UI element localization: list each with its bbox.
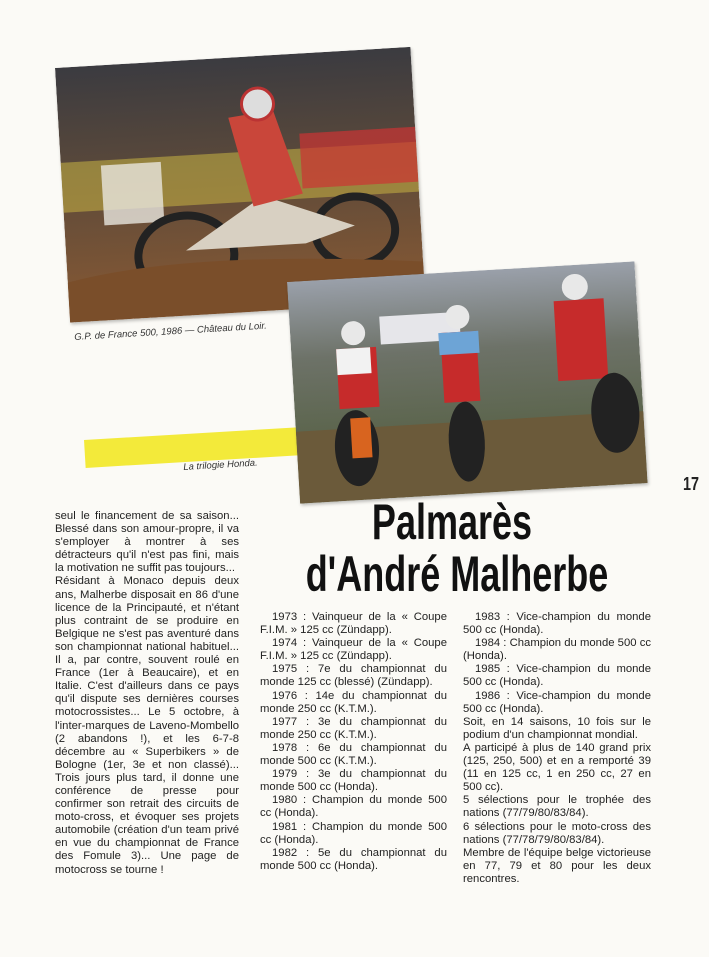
page-number: 17 (683, 474, 700, 494)
summary-line: 6 sélections pour le moto-cross des nations (77/78/79/80/83/84). (463, 820, 651, 846)
palmares-entry: 1975 : 7e du championnat du monde 125 cc (blessé) (Zündapp). (260, 663, 447, 689)
page-title-line2: d'André Malherbe (305, 546, 609, 602)
palmares-entry: 1986 : Vice-champion du monde 500 cc (Honda). (463, 689, 651, 715)
palmares-entry: 1978 : 6e du championnat du monde 500 cc (K.T.M.). (260, 741, 447, 768)
palmares-entry: 1985 : Vice-champion du monde 500 cc (Honda). (463, 663, 651, 689)
palmares-entry: 1982 : 5e du championnat du monde 500 cc (Honda). (260, 846, 447, 872)
page-title-line1: Palmarès (371, 494, 533, 550)
photo-trilogie-honda (287, 261, 648, 503)
caption-photo1: G.P. de France 500, 1986 — Château du Loir. (74, 320, 268, 343)
palmares-entry: 1976 : 14e du championnat du monde 250 cc (K.T.M.). (260, 689, 447, 715)
palmares-column-1 (260, 611, 447, 873)
summary-line: A participé à plus de 140 grand prix (125, 250, 500) et en a remporté 39 (11 en 125 cc, 1 en 250 cc, 27 en 500 cc). (463, 741, 651, 794)
article-column (55, 510, 239, 877)
photo-trilogie-honda-image (287, 261, 648, 503)
palmares-entry: 1974 : Vainqueur de la « Coupe F.I.M. » 125 cc (Zündapp). (260, 637, 447, 663)
palmares-entry: 1979 : 3e du championnat du monde 500 cc (Honda). (260, 768, 447, 794)
article-paragraph-1: seul le financement de sa saison... Blessé dans son amour-propre, il va s'employer à montrer à ses détracteurs qu'il n'est pas fini, mais la motivation ne suffit pas toujours... (55, 510, 239, 575)
palmares-entry: 1977 : 3e du championnat du monde 250 cc (K.T.M.). (260, 715, 447, 741)
summary-line: Soit, en 14 saisons, 10 fois sur le podium d'un championnat mondial. (463, 715, 651, 741)
palmares-entry: 1981 : Champion du monde 500 cc (Honda). (260, 820, 447, 846)
summary-line: Membre de l'équipe belge victorieuse en 77, 79 et 80 pour les deux rencontres. (463, 846, 651, 885)
palmares-entry: 1983 : Vice-champion du monde 500 cc (Honda). (463, 611, 651, 637)
palmares-entry: 1980 : Champion du monde 500 cc (Honda). (260, 794, 447, 820)
summary-line: 5 sélections pour le trophée des nations (77/79/80/83/84). (463, 794, 651, 820)
caption-photo2: La trilogie Honda. (183, 457, 258, 473)
palmares-entry: 1984 : Champion du monde 500 cc (Honda). (463, 637, 651, 663)
palmares-entry: 1973 : Vainqueur de la « Coupe F.I.M. » 125 cc (Zündapp). (260, 611, 447, 637)
palmares-column-2 (463, 611, 651, 886)
article-paragraph-2: Résidant à Monaco depuis deux ans, Malherbe disposait en 86 d'une licence de la Principauté, et n'étant plus contraint de se produire en Belgique ne s'est pas aventuré dans son championnat national habituel... Il a, par contre, souvent roulé en France (1er à Beaucaire), et en Italie. C'est d'ailleurs dans ce pays qu'il dispute ses dernières courses motocrossistes... Le 5 octobre, à l'inter-marques de Laveno-Mombello (2 abandons !), et les 6-7-8 décembre au « Superbikers » de Bologne (1er, 3e et non classé)... Trois jours plus tard, il donne une conférence de presse pour confirmer son retrait des circuits de moto-cross, et évoquer ses projets automobile (création d'un team privé en vue du championnat de France des Fomule 3)... Une page de motocross se tourne ! (55, 575, 239, 876)
